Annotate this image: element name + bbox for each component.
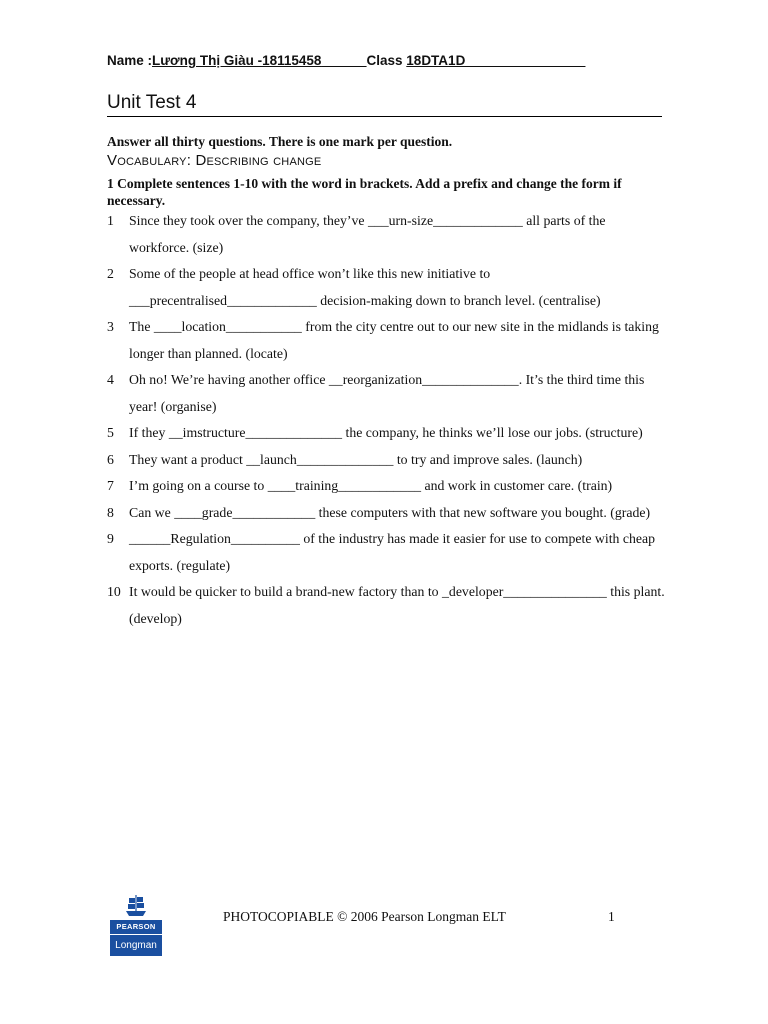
- class-label: Class: [366, 53, 407, 68]
- question-number: 3: [107, 319, 114, 334]
- question-number: 10: [107, 584, 121, 599]
- question-item: [107, 447, 667, 474]
- question-number: 1: [107, 213, 114, 228]
- question-text: The ____location___________ from the city centre out to our new site in the midlands is taking longer than planned. (locate): [129, 319, 659, 361]
- question-list: [107, 208, 667, 632]
- question-text: If they __imstructure______________ the company, he thinks we’ll lose our jobs. (structure): [129, 425, 643, 440]
- question-text: It would be quicker to build a brand-new factory than to _developer_______________ this plant. (develop): [129, 584, 665, 626]
- question-item: [107, 500, 667, 527]
- question-item: [107, 314, 667, 367]
- question-item: [107, 579, 667, 632]
- question-text: Can we ____grade____________ these computers with that new software you bought. (grade): [129, 504, 651, 520]
- question-number: 6: [107, 451, 114, 467]
- footer-copyright: PHOTOCOPIABLE © 2006 Pearson Longman ELT: [223, 909, 506, 924]
- question-number: 8: [107, 504, 114, 520]
- student-info-line: [107, 53, 585, 68]
- question-text: They want a product __launch______________ to try and improve sales. (launch): [129, 451, 583, 467]
- question-number: 4: [107, 372, 114, 387]
- section-heading-rest-1: ocabulary: [117, 152, 187, 169]
- page-title: Unit Test 4: [107, 92, 197, 113]
- question-item: [107, 208, 667, 261]
- question-item: [107, 367, 667, 420]
- question-item: [107, 261, 667, 314]
- question-number: 5: [107, 425, 114, 440]
- section-heading: [107, 152, 321, 169]
- task-instruction: 1 Complete sentences 1-10 with the word in brackets. Add a prefix and change the form if necessary.: [107, 176, 622, 208]
- question-item: [107, 473, 667, 500]
- question-number: 7: [107, 478, 114, 493]
- instructions: Answer all thirty questions. There is one mark per question.: [107, 134, 453, 149]
- page-number: 1: [608, 909, 615, 924]
- question-text: I’m going on a course to ____training____________ and work in customer care. (train): [129, 478, 613, 493]
- question-text: Oh no! We’re having another office __reorganization______________. It’s the third time this year! (organise): [129, 372, 645, 414]
- section-heading-rest-2: escribing change: [206, 152, 322, 169]
- question-number: 2: [107, 266, 114, 281]
- question-item: [107, 526, 667, 579]
- student-name: Lương Thị Giàu -18115458: [152, 53, 322, 68]
- question-text: Some of the people at head office won’t like this new initiative to ___precentralised_____________ decision-making down to branch level. (centralise): [129, 266, 601, 308]
- title-divider: [107, 116, 662, 117]
- question-item: [107, 420, 667, 447]
- pearson-longman-logo: [110, 894, 162, 956]
- section-heading-separator: :: [186, 152, 196, 169]
- name-blank: ______: [321, 53, 367, 68]
- question-number: 9: [107, 531, 114, 546]
- name-label: Name :: [107, 53, 153, 68]
- section-heading-cap-1: V: [107, 152, 118, 169]
- class-value: 18DTA1D________________: [406, 53, 586, 68]
- question-text: ______Regulation__________ of the industry has made it easier for use to compete with cheap exports. (regulate): [129, 531, 656, 573]
- section-heading-cap-2: D: [195, 152, 207, 169]
- logo-longman-text: Longman: [110, 935, 162, 956]
- question-text: Since they took over the company, they’ve ___urn-size_____________ all parts of the workforce. (size): [129, 213, 606, 255]
- logo-pearson-text: PEARSON: [110, 920, 162, 934]
- ship-icon: [124, 894, 148, 918]
